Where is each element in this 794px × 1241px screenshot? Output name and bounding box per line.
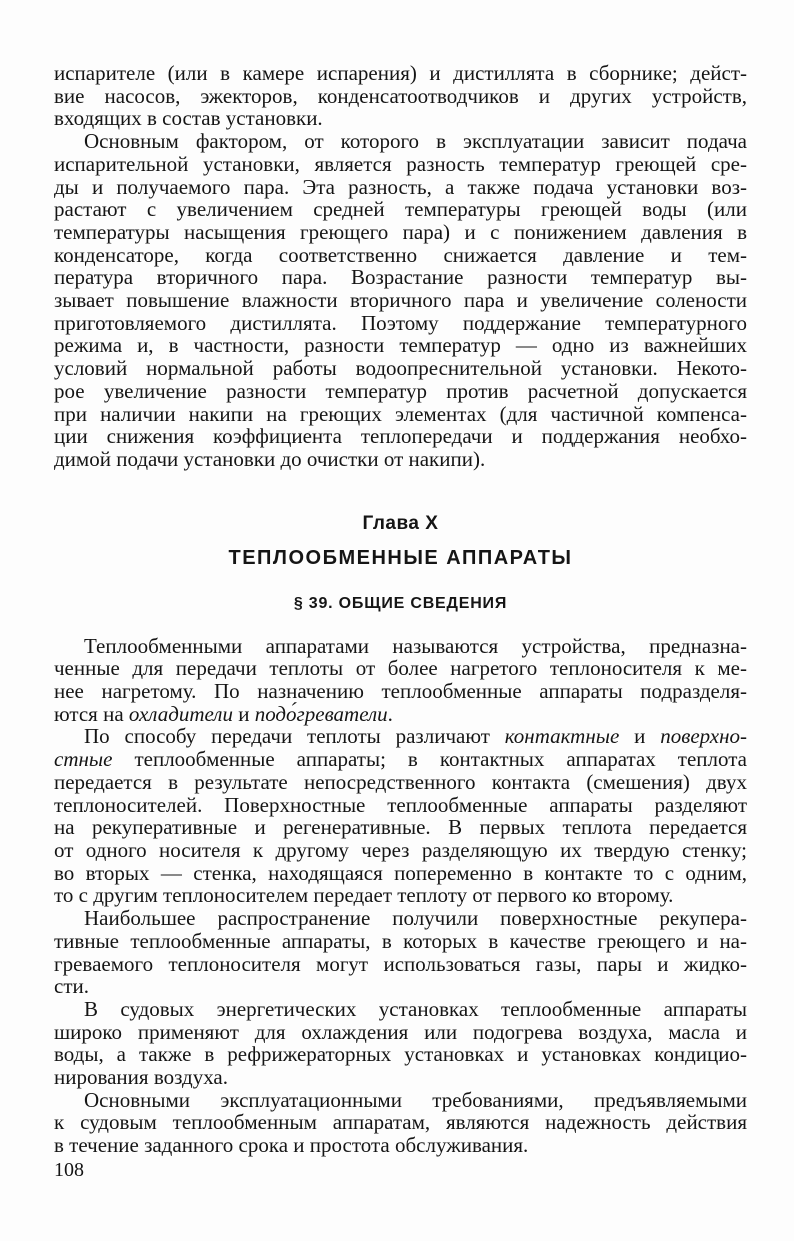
text-segment: условий нормальной работы водоопреснительной установки. Некото- xyxy=(54,356,747,381)
text-segment: . xyxy=(387,701,393,726)
text-line xyxy=(54,380,747,403)
text-line xyxy=(54,998,747,1021)
italic-term: подо́греватели xyxy=(254,701,388,726)
text-line xyxy=(54,771,747,794)
text-line xyxy=(54,425,747,448)
text-segment: конденсаторе, когда соответственно снижается давление и тем- xyxy=(54,242,747,267)
text-segment: ются на xyxy=(54,701,129,726)
text-line xyxy=(54,794,747,817)
italic-term: охладители xyxy=(128,701,233,726)
chapter-title: ТЕПЛООБМЕННЫЕ АППАРАТЫ xyxy=(228,546,573,569)
text-segment: теплоносителей. Поверхностные теплообменные аппараты разделяют xyxy=(54,792,747,817)
text-line xyxy=(54,85,747,108)
paragraph xyxy=(54,130,747,471)
text-segment: входящих в состав установки. xyxy=(54,106,323,131)
text-line xyxy=(54,907,747,930)
text-line xyxy=(54,244,747,267)
paragraph xyxy=(54,907,747,998)
text-segment: испарителе (или в камере испарения) и дистиллята в сборнике; дейст- xyxy=(54,61,747,85)
text-line xyxy=(54,748,747,771)
text-line xyxy=(54,176,747,199)
text-segment: от одного носителя к другому через разделяющую их твердую стенку; xyxy=(54,837,747,862)
paragraph xyxy=(54,998,747,1089)
text-segment: Основными эксплуатационными требованиями, предъявляемыми xyxy=(84,1087,747,1112)
italic-term: стные xyxy=(54,747,113,772)
text-line xyxy=(54,657,747,680)
text-line xyxy=(54,1043,747,1066)
text-line xyxy=(54,953,747,976)
text-segment: димой подачи установки до очистки от накипи). xyxy=(54,446,486,471)
paragraph xyxy=(54,635,747,726)
paragraph xyxy=(54,1089,747,1157)
text-segment: теплообменные аппараты; в контактных аппаратах теплота xyxy=(112,747,747,772)
text-segment: приготовляемого дистиллята. Поэтому поддержание температурного xyxy=(54,310,747,335)
text-segment: при наличии накипи на греющих элементах (для частичной компенса- xyxy=(54,401,747,426)
paragraph xyxy=(54,725,747,907)
text-segment: то с другим теплоносителем передает теплоту от первого ко второму. xyxy=(54,883,674,908)
text-segment: в течение заданного срока и простота обслуживания. xyxy=(54,1133,529,1158)
text-line xyxy=(54,62,747,85)
text-segment: ции снижения коэффициента теплопередачи и поддержания необхо- xyxy=(54,424,747,449)
text-segment: ды и получаемого пара. Эта разность, а также подача установки воз- xyxy=(54,174,747,199)
text-line xyxy=(54,839,747,862)
text-line xyxy=(54,334,747,357)
text-segment: ченные для передачи теплоты от более нагретого теплоносителя к ме- xyxy=(54,656,747,681)
chapter-label: Глава X xyxy=(362,512,439,534)
text-segment: режима и, в частности, разности температур — одно из важнейших xyxy=(54,333,747,358)
text-segment: Наибольшее распространение получили поверхностные рекупера- xyxy=(84,906,747,931)
text-line xyxy=(54,130,747,153)
text-line xyxy=(54,312,747,335)
text-line xyxy=(54,221,747,244)
text-line xyxy=(54,635,747,658)
section-title: § 39. ОБЩИЕ СВЕДЕНИЯ xyxy=(293,594,508,612)
text-segment: рое увеличение разности температур против расчетной допускается xyxy=(54,378,747,403)
text-line xyxy=(54,703,747,726)
text-segment: греваемого теплоносителя могут использоваться газы, пары и жидко- xyxy=(54,951,747,976)
text-segment: Основным фактором, от которого в эксплуатации зависит подача xyxy=(84,129,747,154)
page-content xyxy=(54,62,747,1181)
text-line xyxy=(54,930,747,953)
text-line xyxy=(54,1111,747,1134)
text-line xyxy=(54,357,747,380)
text-segment: сти. xyxy=(54,974,89,999)
page-number: 108 xyxy=(54,1158,84,1181)
text-segment: Теплообменными аппаратами называются устройства, предназна- xyxy=(84,633,747,658)
text-segment: на рекуперативные и регенеративные. В первых теплота передается xyxy=(54,815,747,840)
text-segment: испарительной установки, является разность температур греющей сре- xyxy=(54,151,747,176)
text-segment: температуры насыщения греющего пара) и с понижением давления в xyxy=(54,219,747,244)
paragraph xyxy=(54,62,747,130)
text-line xyxy=(54,403,747,426)
text-segment: во вторых — стенка, находящаяся попеременно в контакте то с одним, xyxy=(54,860,747,885)
italic-term: поверхно- xyxy=(660,724,747,749)
text-segment: и xyxy=(232,701,255,726)
text-line xyxy=(54,862,747,885)
text-segment: и xyxy=(619,724,661,749)
text-segment: нирования воздуха. xyxy=(54,1065,228,1090)
text-segment: нее нагретому. По назначению теплообменные аппараты подразделя- xyxy=(54,679,747,704)
text-segment: к судовым теплообменным аппаратам, являются надежность действия xyxy=(54,1110,747,1135)
text-line xyxy=(54,153,747,176)
text-line xyxy=(54,680,747,703)
text-segment: зывает повышение влажности вторичного пара и увеличение солености xyxy=(54,288,747,313)
text-line xyxy=(54,266,747,289)
text-line xyxy=(54,1021,747,1044)
text-segment: растают с увеличением средней температуры греющей воды (или xyxy=(54,197,747,222)
text-line xyxy=(54,289,747,312)
text-line xyxy=(54,448,747,471)
text-line xyxy=(54,107,747,130)
text-line xyxy=(54,884,747,907)
text-segment: По способу передачи теплоты различают xyxy=(84,724,505,749)
text-line xyxy=(54,725,747,748)
text-segment: широко применяют для охлаждения или подогрева воздуха, масла и xyxy=(54,1019,747,1044)
text-line xyxy=(54,1066,747,1089)
text-segment: тивные теплообменные аппараты, в которых в качестве греющего и на- xyxy=(54,928,747,953)
text-line xyxy=(54,198,747,221)
text-line xyxy=(54,975,747,998)
text-segment: вие насосов, эжекторов, конденсатоотводчиков и других устройств, xyxy=(54,83,747,108)
text-segment: воды, а также в рефрижераторных установках и установках кондицио- xyxy=(54,1042,747,1067)
text-segment: передается в результате непосредственного контакта (смешения) двух xyxy=(54,769,747,794)
text-segment: В судовых энергетических установках теплообменные аппараты xyxy=(84,996,747,1021)
text-line xyxy=(54,1134,747,1157)
italic-term: контактные xyxy=(504,724,620,749)
text-line xyxy=(54,1089,747,1112)
text-segment: пература вторичного пара. Возрастание разности температур вы- xyxy=(54,265,747,290)
text-line xyxy=(54,816,747,839)
